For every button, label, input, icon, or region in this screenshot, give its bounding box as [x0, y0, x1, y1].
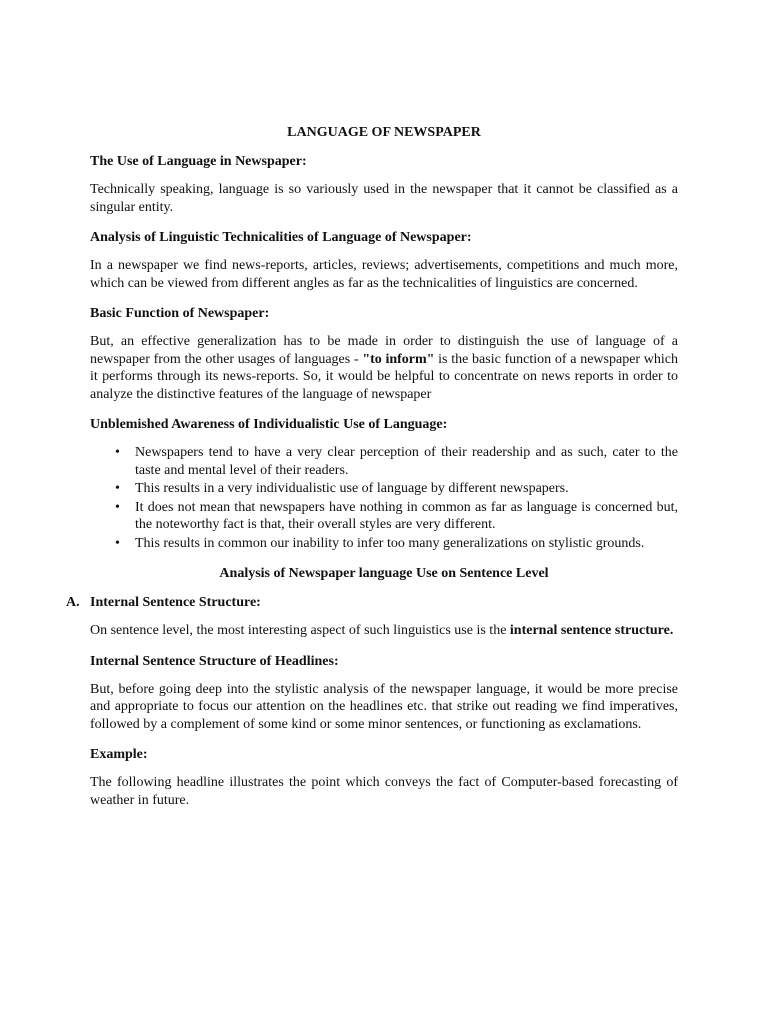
heading-internal-sentence-structure — [66, 593, 678, 612]
bullet-icon: • — [115, 481, 120, 496]
list-item — [115, 535, 678, 553]
paragraph-internal-sentence-structure — [90, 622, 678, 640]
paragraph-basic-function — [90, 333, 678, 403]
list-item — [115, 499, 678, 534]
heading-example: Example: — [90, 747, 148, 762]
basic-function-text-1: But, an effective generalization has to be made in order to distinguish the use of language of a newspaper from the other usages of languages - — [90, 334, 678, 367]
list-item — [115, 480, 678, 498]
bullet-icon: • — [115, 535, 120, 551]
heading-linguistic-technicalities: Analysis of Linguistic Technicalities of Language of Newspaper: — [90, 230, 472, 245]
heading-use-of-language: The Use of Language in Newspaper: — [90, 154, 307, 169]
paragraph-use-of-language: Technically speaking, language is so variously used in the newspaper that it cannot be classified as a singular entity. — [90, 182, 678, 215]
document-title: LANGUAGE OF NEWSPAPER — [287, 125, 481, 140]
section-letter: A. — [66, 595, 80, 610]
internal-structure-emphasis: internal sentence structure. — [509, 623, 674, 638]
heading-individualistic-use: Unblemished Awareness of Individualistic Use of Language: — [90, 417, 448, 432]
bullet-list — [90, 444, 678, 552]
bullet-icon: • — [115, 499, 120, 515]
list-item-text: This results in common our inability to infer too many generalizations on stylistic grounds. — [135, 535, 645, 551]
list-item-text: This results in a very individualistic use of language by different newspapers. — [135, 481, 569, 496]
paragraph-example: The following headline illustrates the point which conveys the fact of Computer-based forecasting of weather in future. — [90, 775, 678, 808]
basic-function-text-2: is the basic function of a newspaper which it performs through its news-reports. So, it would be helpful to concentrate on news reports in order to analyze the distinctive features of the language of newspaper — [90, 351, 678, 402]
heading-sentence-level-analysis: Analysis of Newspaper language Use on Sentence Level — [219, 566, 549, 581]
heading-internal-sentence-structure-text: Internal Sentence Structure: — [90, 595, 261, 610]
heading-headlines-structure: Internal Sentence Structure of Headlines: — [90, 653, 339, 669]
internal-structure-text: On sentence level, the most interesting aspect of such linguistics use is the — [90, 623, 510, 638]
to-inform-emphasis: "to inform" — [362, 351, 435, 367]
list-item-text: Newspapers tend to have a very clear perception of their readership and as such, cater to the taste and mental level of their readers. — [135, 445, 678, 478]
paragraph-headlines-structure: But, before going deep into the stylistic analysis of the newspaper language, it would be more precise and appropriate to focus our attention on the headlines etc. that strike out reading we find imperatives, followed by a complement of some kind or some minor sentences, or functioning as exclamations. — [90, 681, 678, 732]
bullet-icon: • — [115, 445, 120, 460]
list-item-text: It does not mean that newspapers have nothing in common as far as language is concerned but, the noteworthy fact is that, their overall styles are very different. — [135, 499, 678, 532]
paragraph-linguistic-technicalities: In a newspaper we find news-reports, articles, reviews; advertisements, competitions and much more, which can be viewed from different angles as far as the technicalities of linguistics are concerned. — [90, 258, 678, 291]
heading-basic-function: Basic Function of Newspaper: — [90, 306, 270, 321]
list-item — [115, 444, 678, 479]
